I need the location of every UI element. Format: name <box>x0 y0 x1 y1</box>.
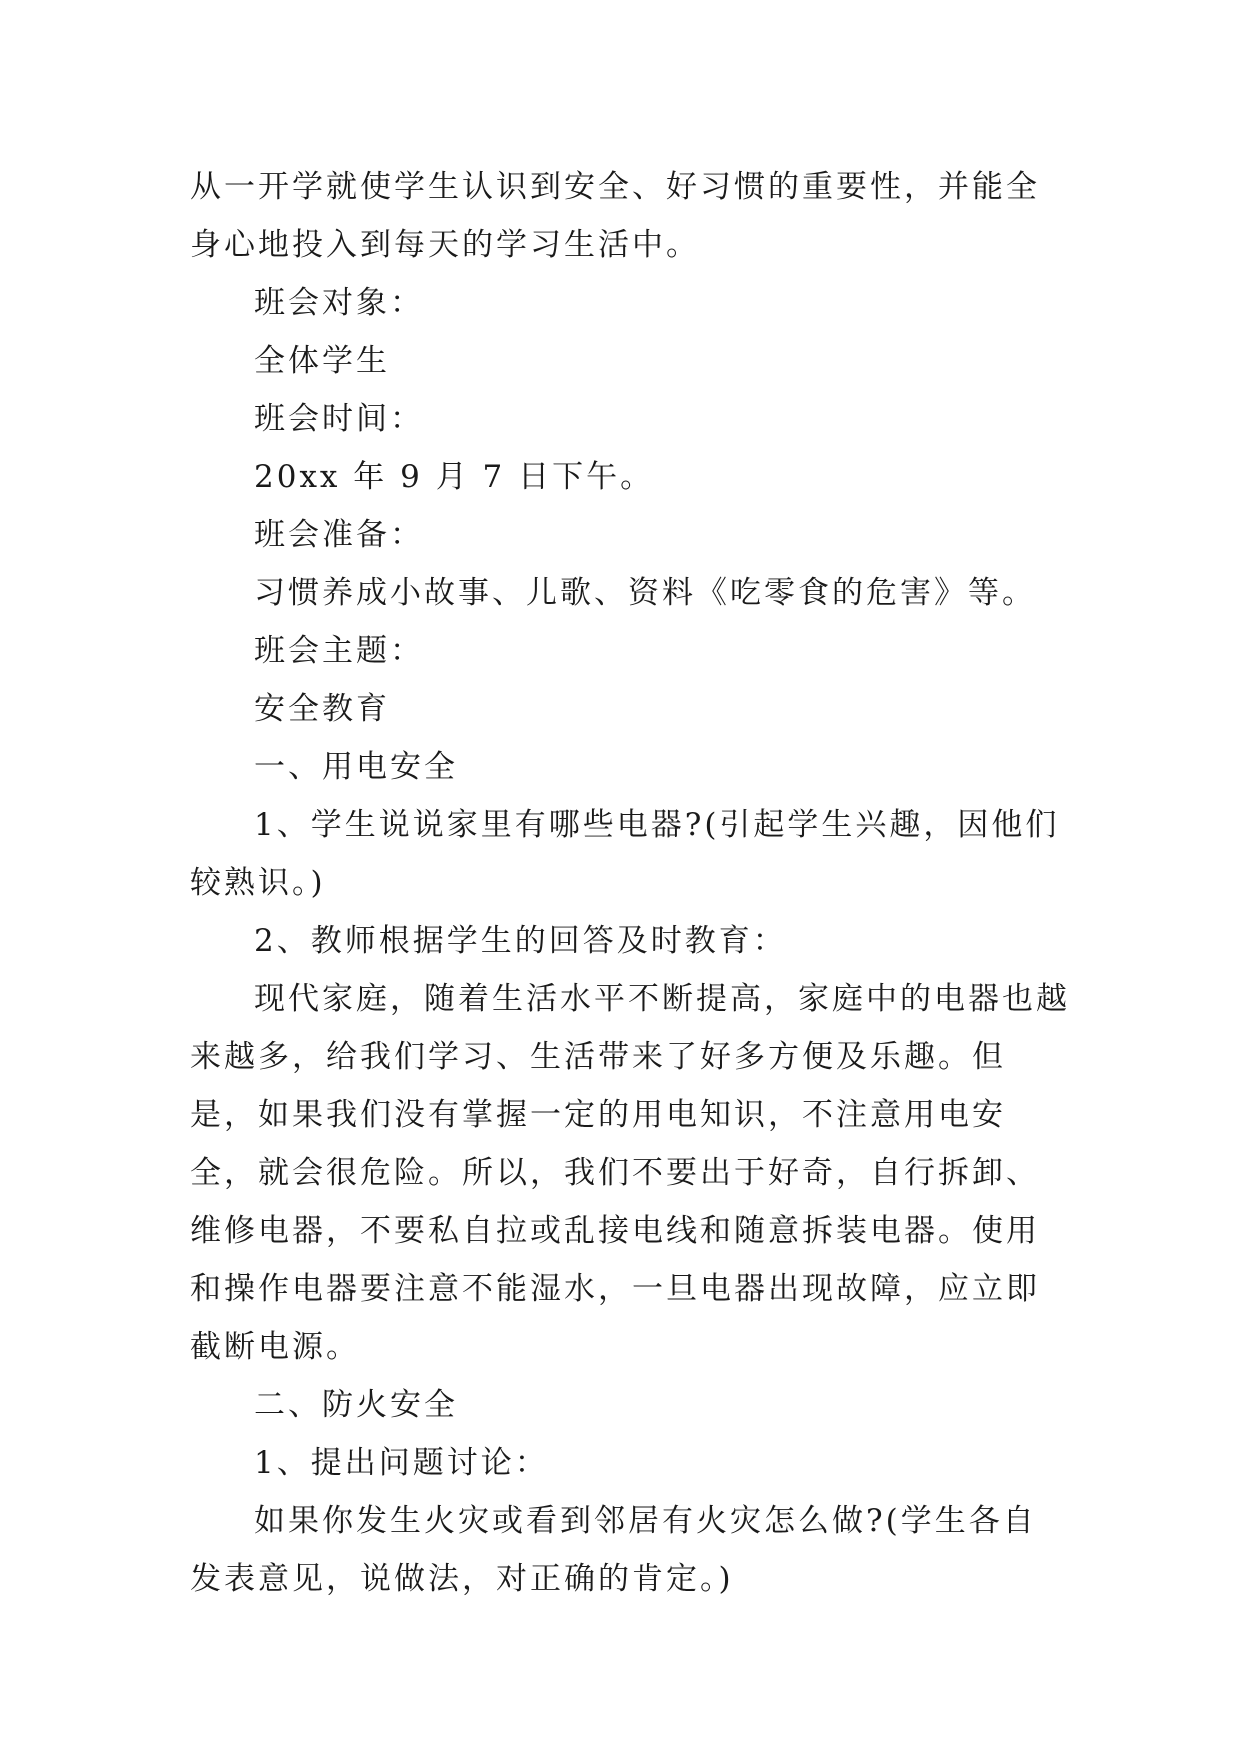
section-heading-fire: 二、防火安全 <box>254 1387 458 1423</box>
paragraph-electric-2: 2、教师根据学生的回答及时教育： <box>254 923 787 959</box>
paragraph-time: 20xx 年 9 月 7 日下午。 <box>254 459 655 495</box>
paragraph-theme-heading: 班会主题： <box>254 633 424 669</box>
paragraph-intro: 从一开学就使学生认识到安全、好习惯的重要性，并能全身心地投入到每天的学习生活中。 <box>190 169 1040 263</box>
paragraph-fire-1: 1、提出问题讨论： <box>254 1445 549 1481</box>
paragraph-prep-heading: 班会准备： <box>254 517 424 553</box>
paragraph-audience: 全体学生 <box>254 343 390 379</box>
section-heading-electric: 一、用电安全 <box>254 749 458 785</box>
paragraph-theme: 安全教育 <box>254 691 390 727</box>
document-body <box>190 158 1070 1608</box>
paragraph-prep: 习惯养成小故事、儿歌、资料《吃零食的危害》等。 <box>254 575 1036 611</box>
paragraph-fire-body: 如果你发生火灾或看到邻居有火灾怎么做?(学生各自发表意见，说做法，对正确的肯定。) <box>190 1503 1037 1597</box>
paragraph-audience-heading: 班会对象： <box>254 285 424 321</box>
paragraph-time-heading: 班会时间： <box>254 401 424 437</box>
paragraph-electric-body: 现代家庭，随着生活水平不断提高，家庭中的电器也越来越多，给我们学习、生活带来了好多方便及乐趣。但是，如果我们没有掌握一定的用电知识，不注意用电安全，就会很危险。所以，我们不要出于好奇，自行拆卸、维修电器，不要私自拉或乱接电线和随意拆装电器。使用和操作电器要注意不能湿水，一旦电器出现故障，应立即截断电源。 <box>190 981 1070 1365</box>
paragraph-electric-1: 1、学生说说家里有哪些电器?(引起学生兴趣，因他们较熟识。) <box>190 807 1060 901</box>
